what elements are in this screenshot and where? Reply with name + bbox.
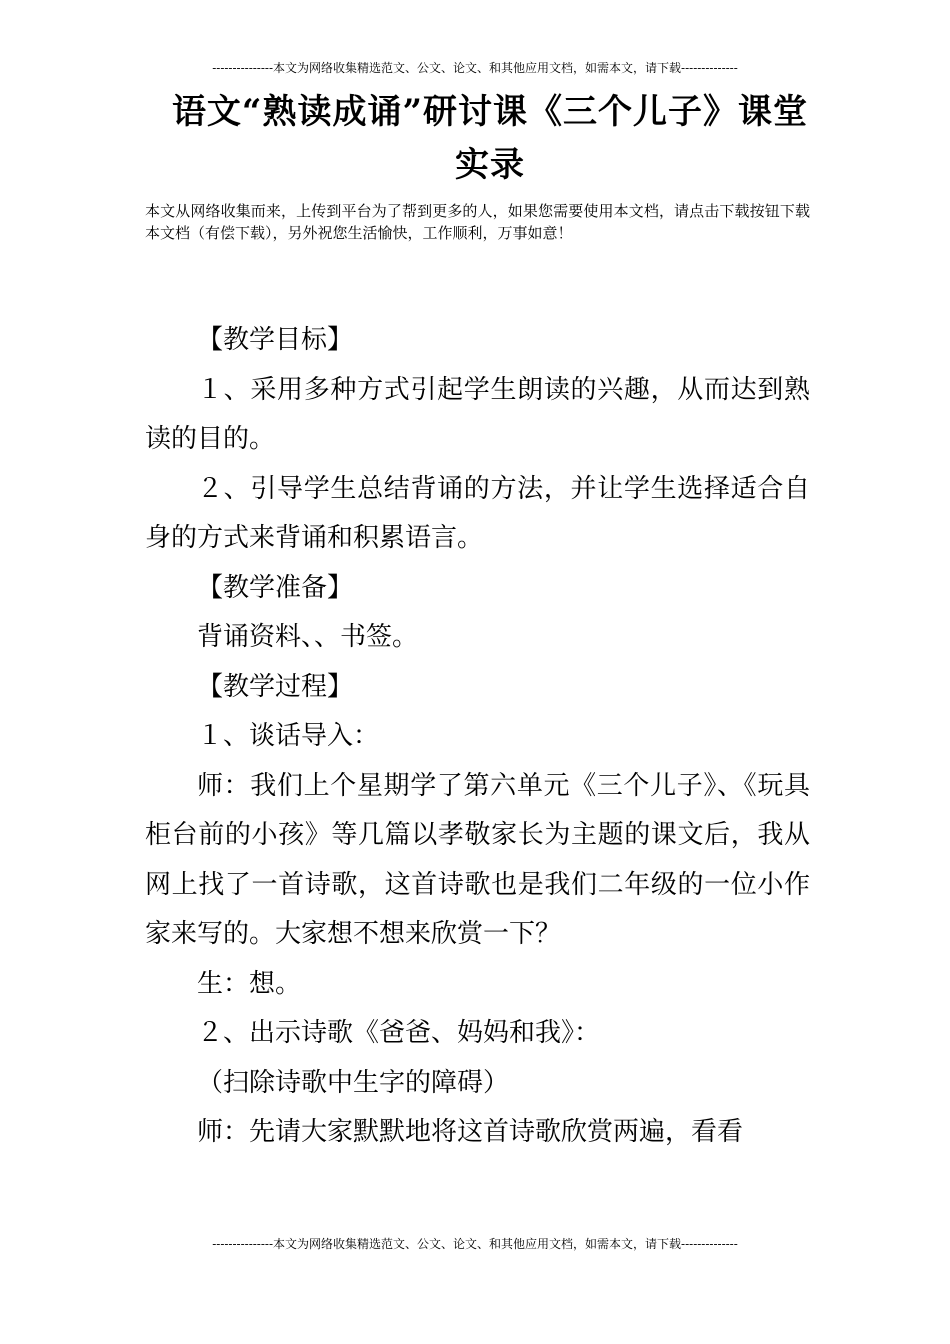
paragraph: ２、引导学生总结背诵的方法，并让学生选择适合自身的方式来背诵和积累语言。: [145, 473, 810, 553]
document-title: 语文“熟读成诵”研讨课《三个儿子》课堂实录: [171, 92, 809, 185]
header-banner: ---------------本文为网络收集精选范文、公文、论文、和其他应用文档，如需本文，请下载--------------: [212, 61, 738, 75]
paragraph: 师：先请大家默默地将这首诗歌欣赏两遍，看看: [197, 1117, 744, 1147]
section-heading-preparation: 【教学准备】: [197, 572, 354, 603]
intro-notice: 本文从网络收集而来，上传到平台为了帮到更多的人，如果您需要使用本文档，请点击下载按钮下载本文档（有偿下载），另外祝您生活愉快，工作顺利，万事如意！: [145, 202, 810, 242]
paragraph: 师：我们上个星期学了第六单元《三个儿子》、《玩具柜台前的小孩》等几篇以孝敬家长为主题的课文后，我从网上找了一首诗歌，这首诗歌也是我们二年级的一位小作家来写的。大家想不想来欣赏一下？: [145, 770, 810, 949]
document-body: [145, 316, 810, 1158]
paragraph: （扫除诗歌中生字的障碍）: [197, 1067, 510, 1098]
paragraph: １、谈话导入：: [197, 721, 380, 751]
section-heading-process: 【教学过程】: [197, 671, 354, 702]
paragraph: 背诵资料、、书签。: [197, 622, 419, 652]
paragraph: 生：想。: [197, 968, 302, 999]
section-heading-objectives: 【教学目标】: [197, 325, 354, 355]
paragraph: １、采用多种方式引起学生朗读的兴趣，从而达到熟读的目的。: [145, 374, 810, 454]
footer-banner: ---------------本文为网络收集精选范文、公文、论文、和其他应用文档，如需本文，请下载--------------: [212, 1237, 738, 1251]
paragraph: ２、出示诗歌《爸爸、妈妈和我》：: [197, 1018, 601, 1048]
